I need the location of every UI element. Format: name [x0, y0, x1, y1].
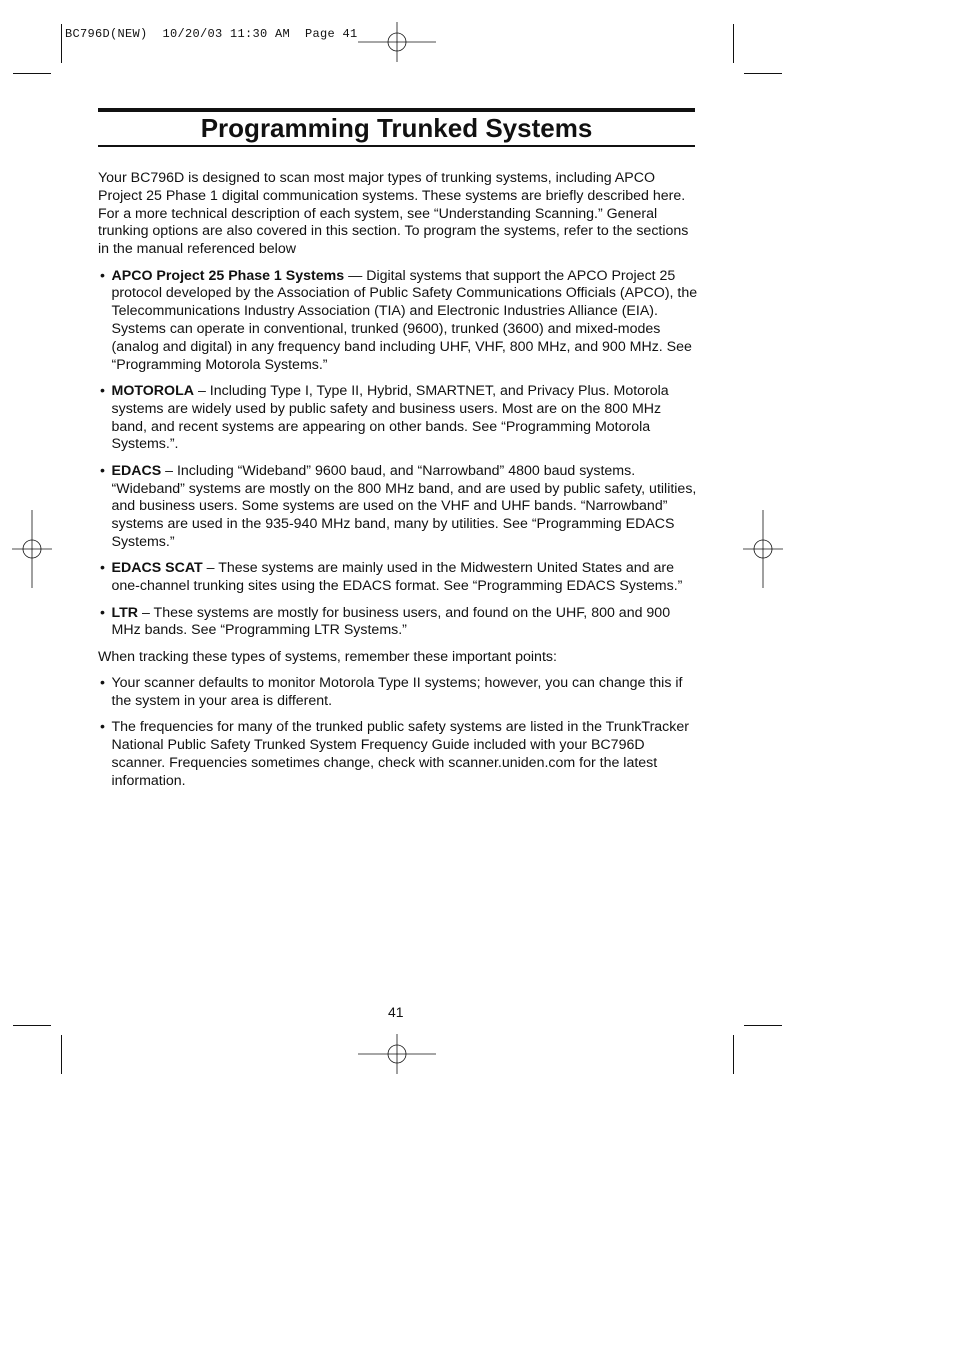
- system-description: — Digital systems that support the APCO Project 25 protocol developed by the Association of Public Safety Communications Officials (APCO), the Telecommunications Industry Association (TIA) and Electronic Industries Alliance (EIA). Systems can operate in conventional, trunked (9600), trunked (3600) and mixed-modes (analog and digital) in any frequency band including UHF, VHF, 800 MHz, and 900 MHz. See “Programming Motorola Systems.”: [111, 267, 698, 373]
- crop-mark: [744, 73, 782, 74]
- system-description: – Including “Wideband” 9600 baud, and “Narrowband” 4800 baud systems. “Wideband” systems are mostly on the 800 MHz band, and are used by public safety, utilities, and business users. Some systems are used on the VHF and UHF bands. “Narrowband” systems are used in the 935-940 MHz band, many by utilities. See “Programming EDACS Systems.”: [111, 462, 697, 550]
- system-description: – These systems are mainly used in the Midwestern United States and are one-channel trunking sites using the EDACS format. See “Programming EDACS Systems.”: [111, 560, 683, 595]
- bullet-icon: •: [100, 560, 105, 577]
- registration-mark-icon: [358, 22, 438, 62]
- system-term: MOTOROLA: [111, 382, 194, 399]
- bullet-icon: •: [100, 382, 105, 399]
- registration-mark-icon: [743, 510, 783, 588]
- bullet-icon: •: [100, 267, 105, 284]
- system-item-edacs: [98, 463, 698, 552]
- system-term: EDACS SCAT: [111, 560, 203, 577]
- registration-mark-icon: [358, 1034, 438, 1074]
- system-term: EDACS: [111, 462, 162, 479]
- registration-mark-icon: [12, 510, 52, 588]
- bullet-icon: •: [100, 604, 105, 621]
- point-text: Your scanner defaults to monitor Motorola Type II systems; however, you can change this if the system in your area is different.: [111, 675, 683, 709]
- point-text: The frequencies for many of the trunked public safety systems are listed in the TrunkTracker National Public Safety Trunked System Frequency Guide included with your BC796D scanner. Frequencies sometimes change, check with scanner.uniden.com for the latest information.: [111, 719, 689, 789]
- system-description: – Including Type I, Type II, Hybrid, SMARTNET, and Privacy Plus. Motorola systems are widely used by public safety and business users. Most are on the 800 MHz band, and recent systems are appearing on other bands. See “Programming Motorola Systems.”.: [111, 382, 669, 453]
- point-item: [98, 719, 698, 790]
- bullet-icon: •: [100, 675, 105, 692]
- crop-mark: [13, 73, 51, 74]
- system-description: – These systems are mostly for business users, and found on the UHF, 800 and 900 MHz bands. See “Programming LTR Systems.”: [111, 604, 671, 639]
- crop-mark: [61, 24, 62, 63]
- system-term: APCO Project 25 Phase 1 Systems: [111, 267, 345, 284]
- system-item-motorola: [98, 383, 698, 454]
- body-content: [98, 170, 698, 799]
- system-item-ltr: [98, 605, 698, 641]
- intro-paragraph: Your BC796D is designed to scan most major types of trunking systems, including APCO Project 25 Phase 1 digital communication systems. These systems are briefly described here. For a more technical description of each system, see “Understanding Scanning.” General trunking options are also covered in this section. To program the systems, refer to the sections in the manual referenced below: [98, 170, 689, 258]
- page-title: Programming Trunked Systems: [200, 113, 593, 143]
- title-rule-bottom: [98, 145, 695, 147]
- page-number: 41: [388, 1004, 404, 1020]
- crop-mark: [733, 1035, 734, 1074]
- bullet-icon: •: [100, 719, 105, 736]
- tracking-intro: When tracking these types of systems, remember these important points:: [98, 648, 557, 665]
- point-item: [98, 675, 698, 711]
- bullet-icon: •: [100, 462, 105, 479]
- crop-mark: [61, 1035, 62, 1074]
- crop-mark: [733, 24, 734, 63]
- crop-mark: [744, 1025, 782, 1026]
- system-item-apco: [98, 268, 698, 375]
- print-slug: BC796D(NEW) 10/20/03 11:30 AM Page 41: [65, 27, 358, 41]
- system-item-edacs-scat: [98, 560, 698, 596]
- system-term: LTR: [111, 604, 139, 621]
- crop-mark: [13, 1025, 51, 1026]
